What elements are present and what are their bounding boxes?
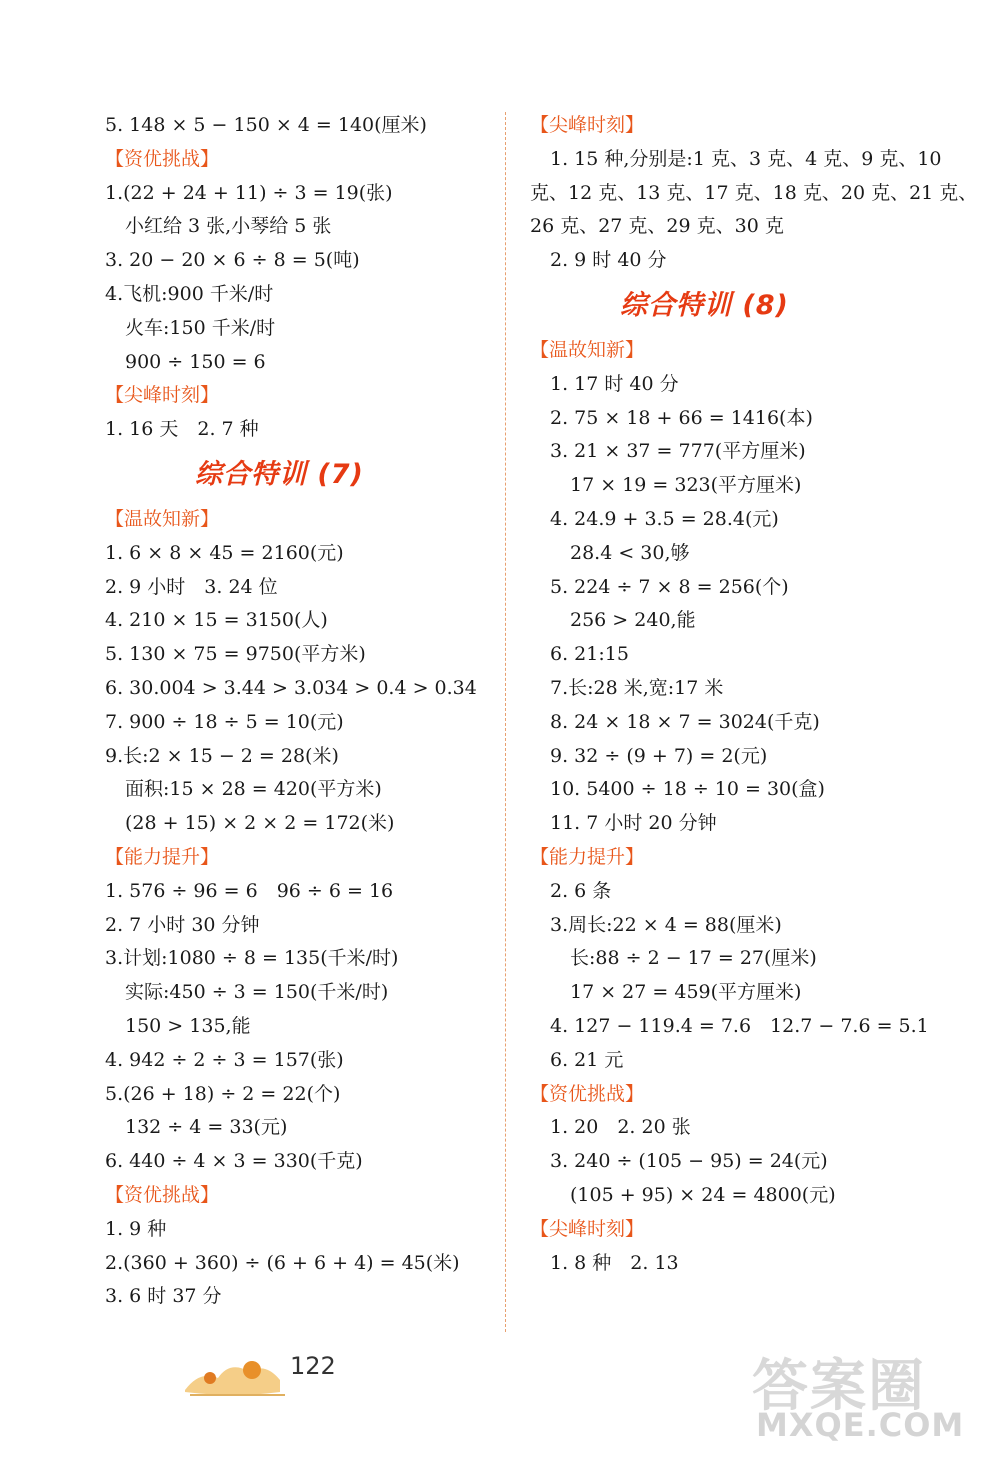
answer-line: 150 > 135,能	[125, 1015, 251, 1037]
answer-line: 3.周长:22 × 4 = 88(厘米)	[550, 913, 782, 936]
answer-line: 克、12 克、13 克、17 克、18 克、20 克、21 克、	[530, 181, 978, 204]
answer-line: 132 ÷ 4 = 33(元)	[125, 1116, 288, 1139]
answer-line: 900 ÷ 150 = 6	[125, 350, 266, 373]
answer-line: 3. 21 × 37 = 777(平方厘米)	[550, 440, 806, 463]
answer-line: 5. 148 × 5 − 150 × 4 = 140(厘米)	[105, 114, 427, 136]
answer-line: 17 × 27 = 459(平方厘米)	[570, 981, 802, 1004]
answer-line: (105 + 95) × 24 = 4800(元)	[570, 1184, 836, 1206]
answer-line: 火车:150 千米/时	[125, 316, 276, 339]
answer-line: 6. 21 元	[550, 1048, 624, 1071]
answer-line: 28.4 < 30,够	[570, 541, 690, 564]
answer-line: 6. 21:15	[550, 643, 629, 666]
section-heading: 【尖峰时刻】	[105, 384, 220, 407]
page-footer	[180, 1340, 380, 1410]
mascot-decoration-icon	[180, 1340, 290, 1400]
answer-line: 2. 9 时 40 分	[550, 249, 667, 272]
answer-line: 4. 24.9 + 3.5 = 28.4(元)	[550, 508, 779, 530]
column-divider	[505, 112, 506, 1332]
answer-line: 1. 6 × 8 × 45 = 2160(元)	[105, 541, 344, 564]
answer-line: 小红给 3 张,小琴给 5 张	[125, 215, 332, 238]
section-heading: 【资优挑战】	[105, 1184, 220, 1206]
answer-line: 5. 130 × 75 = 9750(平方米)	[105, 643, 366, 666]
watermark-url: MXQE.COM	[756, 1406, 965, 1444]
page-number: 122	[290, 1352, 336, 1380]
answer-line: (28 + 15) × 2 × 2 = 172(米)	[125, 812, 395, 835]
answer-line: 10. 5400 ÷ 18 ÷ 10 = 30(盒)	[550, 778, 825, 801]
answer-line: 实际:450 ÷ 3 = 150(千米/时)	[125, 981, 389, 1004]
answer-line: 9. 32 ÷ (9 + 7) = 2(元)	[550, 744, 768, 767]
section-heading: 【温故知新】	[530, 339, 645, 361]
answer-line: 1. 576 ÷ 96 = 6 96 ÷ 6 = 16	[105, 879, 394, 902]
answer-line: 5.(26 + 18) ÷ 2 = 22(个)	[105, 1082, 341, 1105]
section-heading: 【能力提升】	[530, 846, 645, 868]
answer-line: 17 × 19 = 323(平方厘米)	[570, 474, 802, 497]
answer-line: 3. 6 时 37 分	[105, 1285, 222, 1308]
section-heading: 【尖峰时刻】	[530, 1217, 645, 1240]
answer-line: 4. 127 − 119.4 = 7.6 12.7 − 7.6 = 5.1	[550, 1015, 929, 1037]
answer-line: 26 克、27 克、29 克、30 克	[530, 215, 784, 238]
answer-line: 8. 24 × 18 × 7 = 3024(千克)	[550, 710, 820, 733]
section-title: 综合特训 (7)	[195, 459, 364, 490]
watermark-logo: 答案圈	[752, 1354, 926, 1419]
answer-line: 3. 20 − 20 × 6 ÷ 8 = 5(吨)	[105, 249, 360, 272]
answer-line: 2. 75 × 18 + 66 = 1416(本)	[550, 406, 813, 429]
answer-line: 1. 9 种	[105, 1217, 167, 1240]
answer-line: 1. 15 种,分别是:1 克、3 克、4 克、9 克、10	[550, 147, 942, 170]
section-heading: 【能力提升】	[105, 846, 220, 868]
section-heading: 【资优挑战】	[530, 1082, 645, 1105]
answer-line: 2. 6 条	[550, 879, 612, 902]
watermark	[752, 1342, 982, 1452]
section-title: 综合特训 (8)	[620, 290, 789, 321]
answer-line: 11. 7 小时 20 分钟	[550, 812, 717, 835]
answer-line: 1.(22 + 24 + 11) ÷ 3 = 19(张)	[105, 181, 393, 204]
answer-line: 256 > 240,能	[570, 609, 696, 632]
answer-line: 4. 942 ÷ 2 ÷ 3 = 157(张)	[105, 1048, 344, 1071]
answer-line: 3.计划:1080 ÷ 8 = 135(千米/时)	[105, 947, 399, 970]
answer-line: 面积:15 × 28 = 420(平方米)	[125, 778, 382, 801]
section-heading: 【尖峰时刻】	[530, 114, 645, 136]
answer-line: 7. 900 ÷ 18 ÷ 5 = 10(元)	[105, 710, 344, 733]
answer-line: 5. 224 ÷ 7 × 8 = 256(个)	[550, 575, 789, 598]
answer-line: 2. 7 小时 30 分钟	[105, 913, 260, 936]
answer-line: 3. 240 ÷ (105 − 95) = 24(元)	[550, 1150, 828, 1173]
answer-line: 4. 210 × 15 = 3150(人)	[105, 609, 328, 632]
answer-line: 1. 8 种 2. 13	[550, 1251, 679, 1274]
answer-line: 2. 9 小时 3. 24 位	[105, 575, 278, 598]
answer-line: 6. 440 ÷ 4 × 3 = 330(千克)	[105, 1150, 363, 1173]
answer-line: 7.长:28 米,宽:17 米	[550, 677, 724, 699]
answer-line: 1. 17 时 40 分	[550, 372, 679, 395]
answer-line: 2.(360 + 360) ÷ (6 + 6 + 4) = 45(米)	[105, 1251, 460, 1274]
answer-line: 6. 30.004 > 3.44 > 3.034 > 0.4 > 0.34	[105, 677, 477, 699]
answer-line: 9.长:2 × 15 − 2 = 28(米)	[105, 744, 339, 767]
answer-line: 4.飞机:900 千米/时	[105, 283, 274, 305]
section-heading: 【温故知新】	[105, 508, 220, 530]
answer-line: 1. 20 2. 20 张	[550, 1116, 691, 1139]
section-heading: 【资优挑战】	[105, 147, 220, 170]
answer-line: 长:88 ÷ 2 − 17 = 27(厘米)	[570, 947, 817, 970]
answer-line: 1. 16 天 2. 7 种	[105, 418, 259, 441]
